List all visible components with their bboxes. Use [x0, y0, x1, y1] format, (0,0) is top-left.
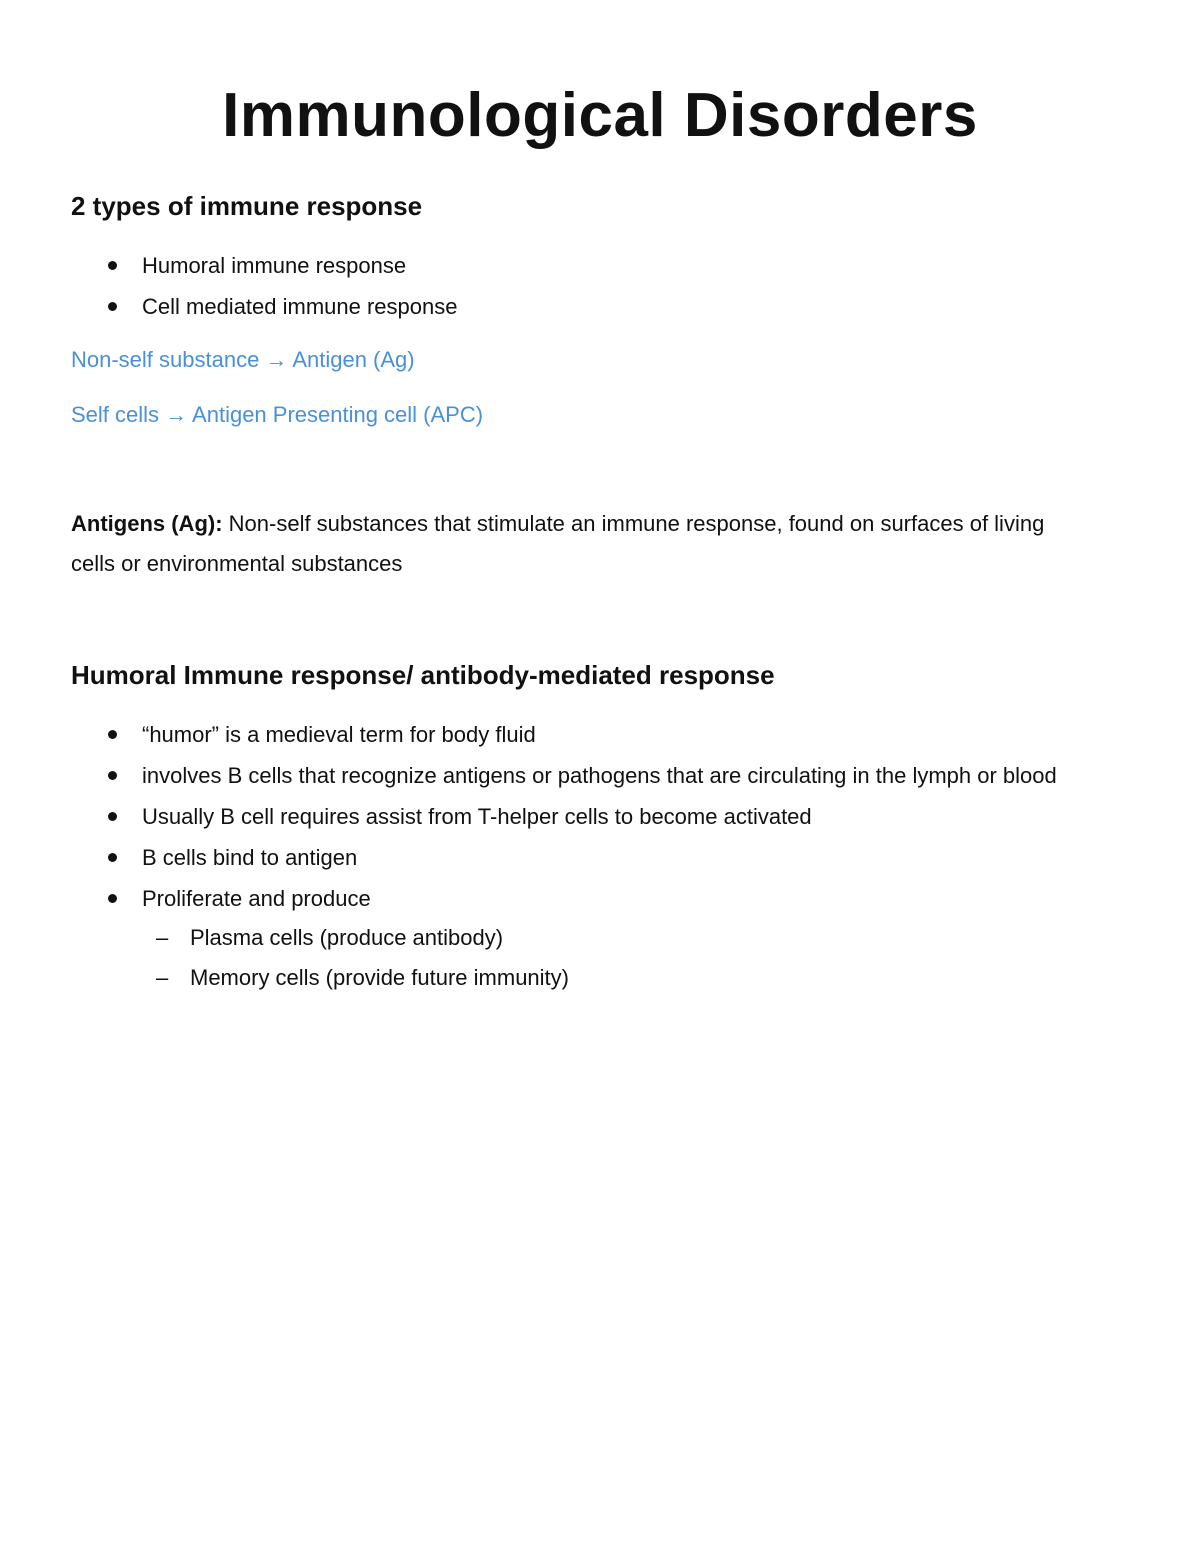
- dash-icon: –: [156, 925, 169, 950]
- relation-nonself-antigen: Non-self substance → Antigen (Ag): [71, 347, 415, 372]
- list-item-text: Proliferate and produce: [142, 886, 371, 911]
- section-heading-immune-response-types: 2 types of immune response: [71, 191, 423, 221]
- list-item: [0, 756, 1200, 795]
- bullet-dot-icon: [108, 261, 117, 270]
- definition-term: Antigens (Ag):: [71, 511, 223, 536]
- list-item-text: B cells bind to antigen: [142, 845, 358, 870]
- list-item-text: Usually B cell requires assist from T-helper cells to become activated: [142, 804, 812, 829]
- sub-list-item-text: Plasma cells (produce antibody): [190, 925, 504, 950]
- list-item: [0, 838, 1200, 877]
- list-item: [0, 715, 1200, 754]
- bullet-dot-icon: [108, 771, 117, 780]
- bullet-dot-icon: [108, 894, 117, 903]
- bullet-dot-icon: [108, 302, 117, 311]
- list-item-text: “humor” is a medieval term for body fluid: [142, 722, 536, 747]
- bullet-dot-icon: [108, 730, 117, 739]
- list-item: [0, 797, 1200, 836]
- humoral-response-list: [0, 715, 1200, 1000]
- antigen-definition: [71, 504, 1071, 584]
- sub-list-item: [142, 918, 1090, 958]
- list-item: [0, 246, 1200, 285]
- list-item-text: Humoral immune response: [142, 253, 407, 278]
- relation-self-apc: Self cells → Antigen Presenting cell (APC): [71, 402, 484, 427]
- proliferation-products-list: [142, 918, 1090, 998]
- dash-icon: –: [156, 965, 169, 990]
- immune-response-types-list: [0, 246, 1200, 328]
- list-item-text: Cell mediated immune response: [142, 294, 458, 319]
- list-item: [0, 287, 1200, 326]
- definition-text: Non-self substances that stimulate an immune response, found on surfaces of living cells or environmental substances: [71, 511, 1045, 576]
- section-heading-humoral-response: Humoral Immune response/ antibody-mediated response: [71, 660, 775, 690]
- sub-list-item: [142, 958, 1090, 998]
- sub-list-item-text: Memory cells (provide future immunity): [190, 965, 569, 990]
- bullet-dot-icon: [108, 812, 117, 821]
- list-item-text: involves B cells that recognize antigens or pathogens that are circulating in the lymph or blood: [142, 763, 1057, 788]
- list-item: [0, 879, 1200, 998]
- bullet-dot-icon: [108, 853, 117, 862]
- document-title: Immunological Disorders: [222, 81, 978, 150]
